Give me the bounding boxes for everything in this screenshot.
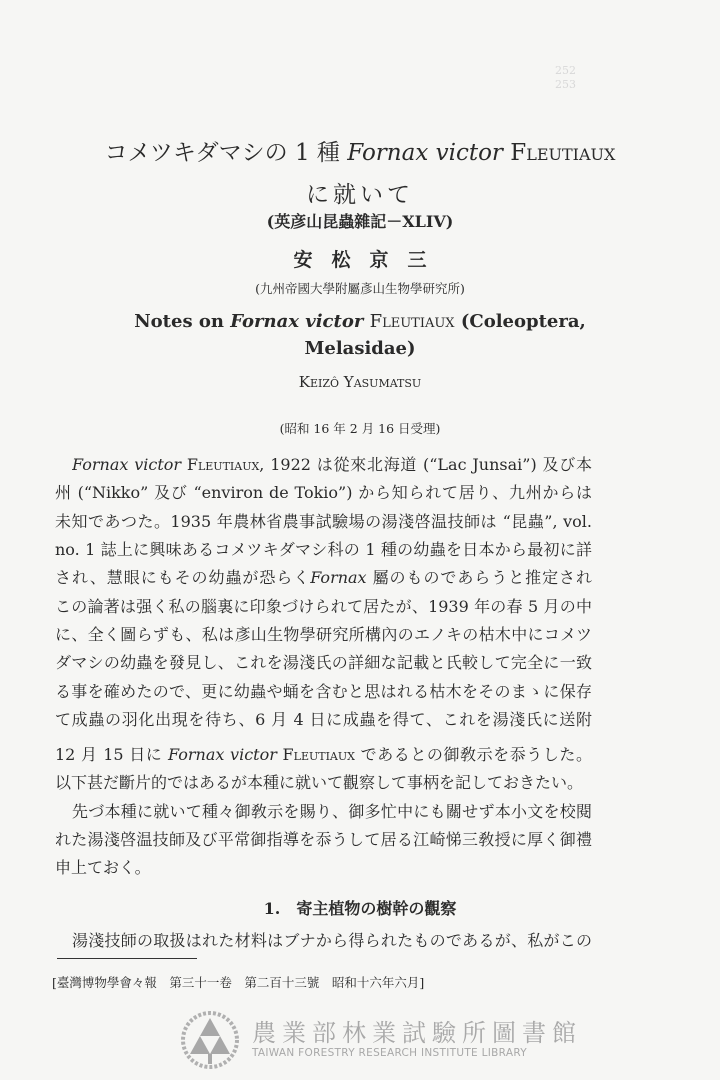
english-title-line2: Melasidae) (304, 338, 416, 359)
body-line: 湯淺技師の取扱はれた材料はブナから得られたものであるが、私がこの (72, 931, 592, 950)
species-name: Fornax victor (72, 455, 182, 474)
body-line: no. 1 誌上に興味あるコメツキダマシ科の 1 種の幼蟲を日本から最初に詳 (55, 540, 592, 559)
genus-name: Fornax (310, 568, 367, 587)
series-label: (英彦山昆蟲雜記－XLIV) (266, 212, 454, 231)
received-date: (昭和 16 年 2 月 16 日受理) (279, 421, 441, 436)
body-line (55, 744, 592, 766)
title-species: Fornax victor (347, 140, 503, 166)
english-title-suffix: (Coleoptera, (460, 311, 586, 332)
body-line: ダマシの幼蟲を發見し、これを湯淺氏の詳細な記載と氏較して完全に一致 (55, 653, 592, 672)
english-title-species: Fornax victor (230, 311, 364, 332)
journal-footer: [臺灣博物學會々報 第三十一卷 第二百十三號 昭和十六年六月] (52, 975, 425, 990)
body-line: 先づ本種に就いて種々御敎示を賜り、御多忙中にも關せず本小文を校閱 (72, 802, 592, 821)
library-name-chinese: 農業部林業試驗所圖書館 (252, 1019, 582, 1047)
body-line: る事を確めたので、更に幼蟲や蛹を含むと思はれる枯木をそのまゝに保存 (55, 682, 592, 701)
text: 12 月 15 日に (55, 745, 163, 764)
body-line: 以下甚だ斷片的ではあるが本種に就いて觀察して事柄を記しておきたい。 (55, 773, 584, 792)
body-line: に、全く圖らずも、私は彥山生物學研究所構內のエノキの枯木中にコメツ (55, 625, 592, 644)
species-name: Fornax victor (168, 745, 277, 764)
body-line: て成蟲の羽化出現を待ち、6 月 4 日に成蟲を得て、これを湯淺氏に送附 (55, 710, 592, 729)
page-number: 253 (555, 78, 576, 91)
japanese-title-line2: に就いて (306, 182, 414, 208)
body-line: この論著は强く私の腦裏に印象づけられて居たが、1939 年の春 5 月の中 (55, 597, 592, 616)
text: 屬のものであらうと推定され (372, 568, 592, 587)
page-number-faint: 252 (555, 64, 576, 77)
author-english: Keizô Yasumatsu (298, 373, 422, 391)
footnote-rule (57, 958, 197, 959)
body-line: れた湯淺啓温技師及び平常御指導を忝うして居る江崎悌三敎授に厚く御禮 (55, 830, 592, 849)
author-name: Fleutiaux (186, 455, 260, 474)
author-name: Fleutiaux (282, 745, 355, 764)
body-line: 未知であつた。1935 年農林省農事試驗場の湯淺啓温技師は “昆蟲”, vol. (55, 512, 592, 531)
text: , 1922 は從來北海道 (“Lac Junsai”) 及び本 (259, 455, 592, 474)
text: であるとの御敎示を忝うした。 (354, 745, 592, 764)
japanese-title (0, 134, 720, 167)
body-line (55, 567, 592, 589)
english-title (0, 311, 720, 332)
text: され、慧眼にもその幼蟲が恐らく (55, 568, 311, 587)
affiliation: (九州帝國大學附屬彥山生物學研究所) (255, 281, 465, 296)
body-line: 申上ておく。 (55, 858, 151, 877)
english-title-prefix: Notes on (134, 311, 224, 332)
author-japanese: 安 松 京 三 (293, 249, 427, 271)
title-jp-prefix: コメツキダマシの 1 種 (104, 140, 340, 166)
body-line (72, 454, 592, 476)
title-author-name: Fleutiaux (510, 140, 616, 166)
section-heading: 1. 寄主植物の樹幹の觀察 (263, 899, 457, 918)
body-line: 州 (“Nikko” 及び “environ de Tokio”) から知られて居り、九州からは (55, 483, 592, 502)
library-seal-logo (180, 1010, 240, 1070)
english-title-author-name: Fleutiaux (369, 311, 455, 332)
library-name-english: TAIWAN FORESTRY RESEARCH INSTITUTE LIBRARY (252, 1047, 527, 1059)
